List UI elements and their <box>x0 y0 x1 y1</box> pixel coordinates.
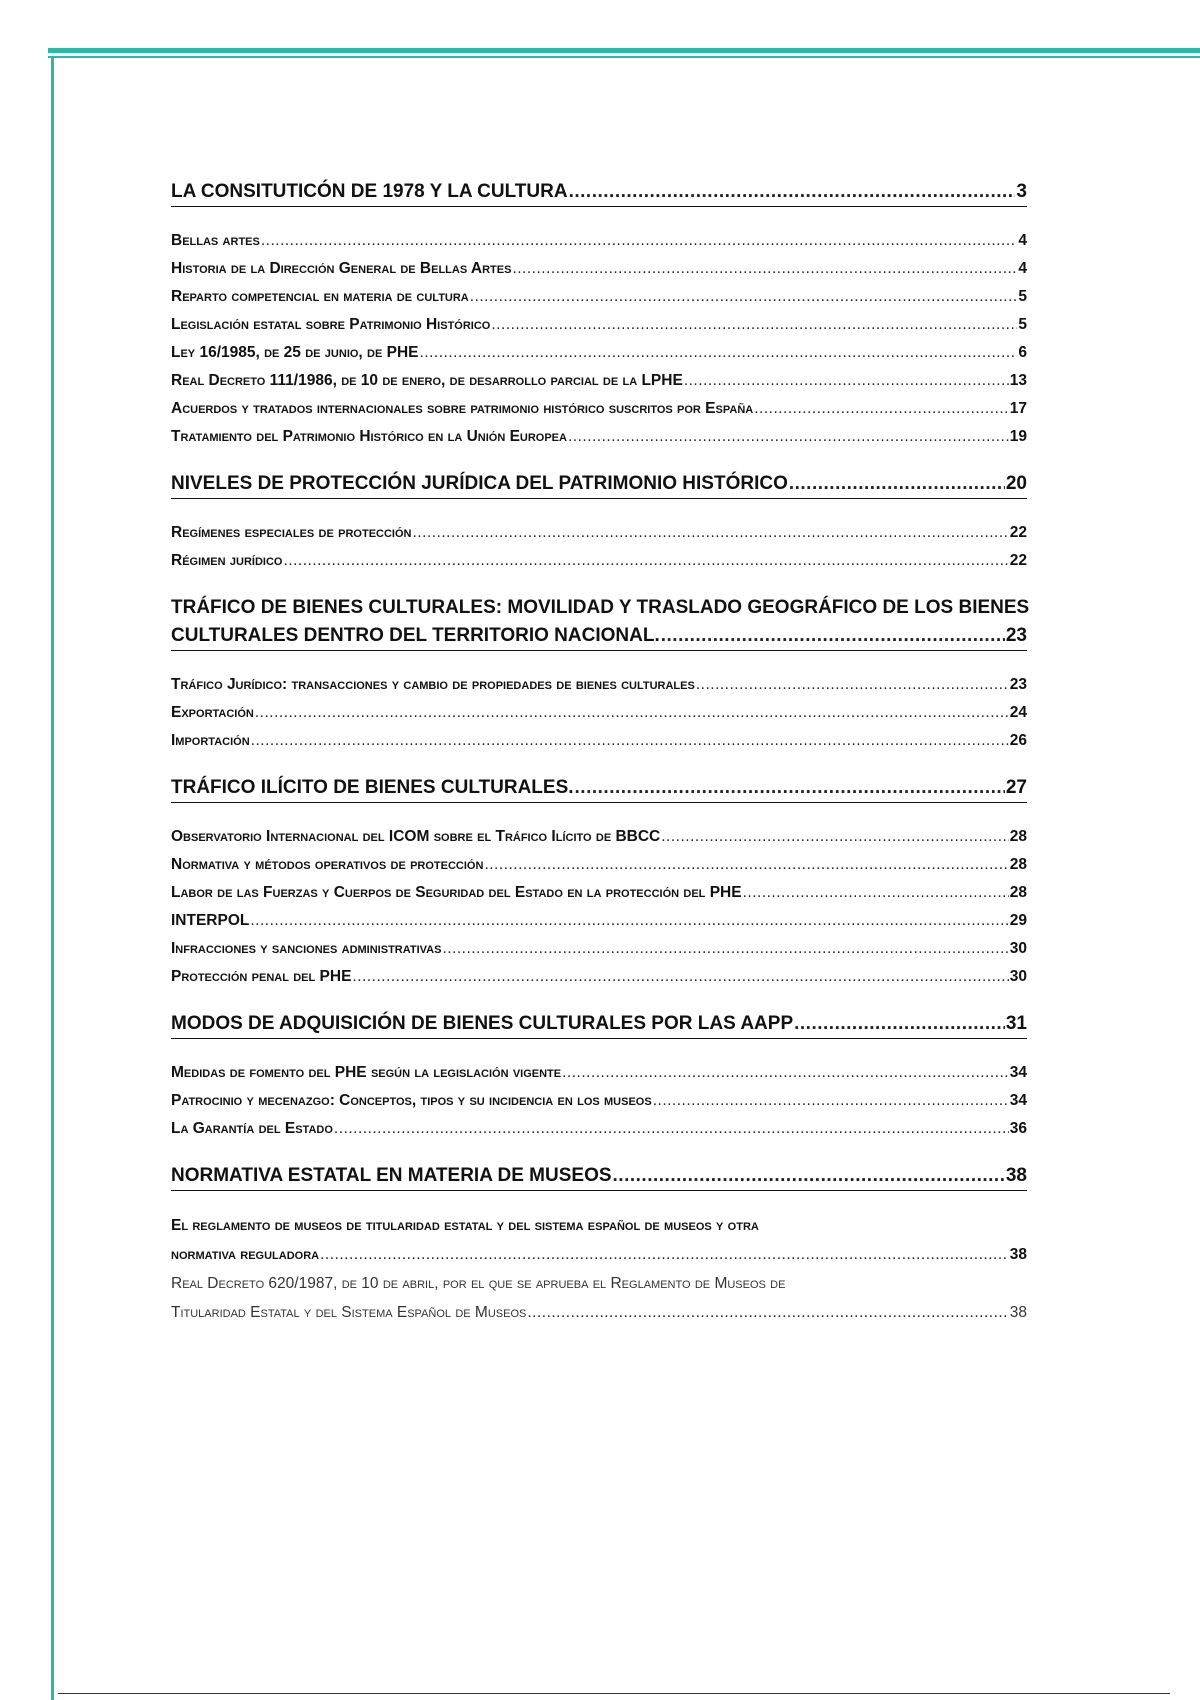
table-of-contents <box>171 178 1030 1346</box>
toc-page-number: 19 <box>1009 428 1027 445</box>
toc-page-number: 34 <box>1009 1092 1027 1109</box>
toc-item[interactable] <box>171 935 1027 963</box>
toc-heading-title: NORMATIVA ESTATAL EN MATERIA DE MUSEOS <box>171 1165 612 1186</box>
dot-leader <box>352 963 1008 991</box>
dot-leader <box>250 907 1008 935</box>
footer-rule <box>58 1693 1170 1694</box>
toc-section <box>171 774 1027 991</box>
toc-item-title: Observatorio Internacional del ICOM sobre el Tráfico Ilícito de BBCC <box>171 828 661 845</box>
dot-leader <box>653 1087 1009 1115</box>
toc-page-number: 38 <box>1005 1165 1027 1186</box>
left-accent-rule <box>51 56 54 1700</box>
header-accent-rule-thin <box>48 56 1200 58</box>
toc-item[interactable] <box>171 727 1027 755</box>
toc-page-number: 23 <box>1009 676 1027 693</box>
toc-item-title: Normativa y métodos operativos de protección <box>171 856 484 873</box>
toc-section <box>171 1162 1027 1327</box>
dot-leader <box>661 622 1005 650</box>
toc-page-number: 27 <box>1005 777 1027 798</box>
toc-page-number: 30 <box>1009 940 1027 957</box>
toc-page-number: 28 <box>1009 884 1027 901</box>
toc-item[interactable] <box>171 671 1027 699</box>
toc-heading-title: TRÁFICO ILÍCITO DE BIENES CULTURALES. <box>171 777 574 798</box>
toc-page-number: 13 <box>1009 372 1027 389</box>
dot-leader <box>470 283 1018 311</box>
toc-heading-title: CULTURALES DENTRO DEL TERRITORIO NACIONAL. <box>171 625 660 646</box>
toc-page-number: 22 <box>1009 552 1027 569</box>
toc-page-number: 22 <box>1009 524 1027 541</box>
toc-item-title: normativa reguladora <box>171 1246 320 1263</box>
toc-page-number: 28 <box>1009 856 1027 873</box>
dot-leader <box>491 311 1017 339</box>
toc-item[interactable] <box>171 1269 1027 1327</box>
toc-item[interactable] <box>171 547 1027 575</box>
toc-item[interactable] <box>171 227 1027 255</box>
toc-section <box>171 1010 1027 1143</box>
dot-leader <box>283 547 1008 575</box>
toc-item-title: INTERPOL <box>171 912 250 929</box>
toc-section <box>171 470 1027 575</box>
toc-heading-title: LA CONSITUTICÓN DE 1978 Y LA CULTURA <box>171 181 568 202</box>
toc-item[interactable] <box>171 823 1027 851</box>
toc-section <box>171 594 1030 755</box>
dot-leader <box>420 339 1018 367</box>
toc-item-title-line1: Real Decreto 620/1987, de 10 de abril, por el que se aprueba el Reglamento de Museos de <box>171 1275 786 1292</box>
toc-item[interactable] <box>171 963 1027 991</box>
dot-leader <box>562 1059 1009 1087</box>
toc-page-number: 17 <box>1009 400 1027 417</box>
toc-section <box>171 178 1027 451</box>
toc-page-number: 38 <box>1009 1246 1027 1263</box>
toc-item-title: Medidas de fomento del PHE según la legislación vigente <box>171 1064 562 1081</box>
toc-item-title: Reparto competencial en materia de cultura <box>171 288 469 305</box>
dot-leader <box>743 879 1009 907</box>
toc-page-number: 23 <box>1005 625 1027 646</box>
toc-page-number: 34 <box>1009 1064 1027 1081</box>
toc-heading[interactable] <box>171 470 1027 499</box>
dot-leader <box>789 470 1005 498</box>
dot-leader <box>484 851 1008 879</box>
toc-item-title: Exportación <box>171 704 254 721</box>
toc-item[interactable] <box>171 423 1027 451</box>
toc-item[interactable] <box>171 907 1027 935</box>
dot-leader <box>442 935 1008 963</box>
toc-page-number: 29 <box>1009 912 1027 929</box>
toc-heading-title: MODOS DE ADQUISICIÓN DE BIENES CULTURALES POR LAS AAPP <box>171 1013 794 1034</box>
dot-leader <box>754 395 1009 423</box>
toc-heading-title-line1: TRÁFICO DE BIENES CULTURALES: MOVILIDAD Y TRASLADO GEOGRÁFICO DE LOS BIENES <box>171 597 1030 618</box>
toc-item-title: Importación <box>171 732 250 749</box>
dot-leader <box>251 727 1009 755</box>
dot-leader <box>794 1010 1005 1038</box>
toc-item[interactable] <box>171 699 1027 727</box>
toc-item[interactable] <box>171 311 1027 339</box>
dot-leader <box>412 519 1008 547</box>
toc-page-number: 38 <box>1009 1304 1027 1321</box>
toc-heading[interactable] <box>171 774 1027 803</box>
toc-item[interactable] <box>171 879 1027 907</box>
toc-item[interactable] <box>171 851 1027 879</box>
toc-item[interactable] <box>171 519 1027 547</box>
toc-item[interactable] <box>171 339 1027 367</box>
toc-item-title: La Garantía del Estado <box>171 1120 333 1137</box>
toc-page-number: 3 <box>1016 181 1027 202</box>
toc-item[interactable] <box>171 255 1027 283</box>
toc-item-title: Labor de las Fuerzas y Cuerpos de Seguridad del Estado en la protección del PHE <box>171 884 742 901</box>
toc-item-title: Titularidad Estatal y del Sistema Español de Museos <box>171 1304 527 1321</box>
toc-item-title: Régimen jurídico <box>171 552 283 569</box>
dot-leader <box>512 255 1017 283</box>
toc-item-title: Historia de la Dirección General de Bellas Artes <box>171 260 512 277</box>
toc-page-number: 5 <box>1018 288 1027 305</box>
toc-item-title: Acuerdos y tratados internacionales sobre patrimonio histórico suscritos por España <box>171 400 754 417</box>
toc-page-number: 6 <box>1018 344 1027 361</box>
toc-item[interactable] <box>171 283 1027 311</box>
toc-item-title: Patrocinio y mecenazgo: Conceptos, tipos y su incidencia en los museos <box>171 1092 652 1109</box>
toc-item-title-line1: El reglamento de museos de titularidad estatal y del sistema español de museos y otra <box>171 1217 759 1234</box>
toc-page-number: 31 <box>1005 1013 1027 1034</box>
toc-item[interactable] <box>171 395 1027 423</box>
toc-page-number: 26 <box>1009 732 1027 749</box>
header-accent-rule <box>48 48 1200 53</box>
toc-heading[interactable] <box>171 594 1030 651</box>
dot-leader <box>261 227 1018 255</box>
toc-item-title: Regímenes especiales de protección <box>171 524 412 541</box>
toc-page-number: 28 <box>1009 828 1027 845</box>
toc-item-title: Tráfico Jurídico: transacciones y cambio de propiedades de bienes culturales <box>171 676 695 693</box>
toc-item-title: Infracciones y sanciones administrativas <box>171 940 442 957</box>
toc-page-number: 4 <box>1018 260 1027 277</box>
toc-heading[interactable] <box>171 178 1027 207</box>
dot-leader <box>527 1299 1008 1327</box>
dot-leader <box>334 1115 1009 1143</box>
dot-leader <box>255 699 1009 727</box>
toc-item-title: Bellas artes <box>171 232 260 249</box>
toc-item[interactable] <box>171 1115 1027 1143</box>
dot-leader <box>320 1241 1009 1269</box>
toc-item-title: Tratamiento del Patrimonio Histórico en la Unión Europea <box>171 428 567 445</box>
toc-page-number: 5 <box>1018 316 1027 333</box>
toc-heading[interactable] <box>171 1010 1027 1039</box>
dot-leader <box>568 423 1009 451</box>
toc-page-number: 20 <box>1005 473 1027 494</box>
toc-page-number: 36 <box>1009 1120 1027 1137</box>
toc-page-number: 24 <box>1009 704 1027 721</box>
toc-item-title: Protección penal del PHE <box>171 968 352 985</box>
toc-page-number: 4 <box>1018 232 1027 249</box>
dot-leader <box>569 178 1016 206</box>
toc-item-title: Real Decreto 111/1986, de 10 de enero, de desarrollo parcial de la LPHE <box>171 372 683 389</box>
toc-item[interactable] <box>171 367 1027 395</box>
toc-heading[interactable] <box>171 1162 1027 1191</box>
dot-leader <box>575 774 1005 802</box>
toc-item-title: Legislación estatal sobre Patrimonio Histórico <box>171 316 491 333</box>
dot-leader <box>613 1162 1005 1190</box>
toc-item[interactable] <box>171 1211 1027 1269</box>
toc-item[interactable] <box>171 1087 1027 1115</box>
toc-item[interactable] <box>171 1059 1027 1087</box>
dot-leader <box>696 671 1009 699</box>
toc-heading-title: NIVELES DE PROTECCIÓN JURÍDICA DEL PATRIMONIO HISTÓRICO <box>171 473 788 494</box>
dot-leader <box>661 823 1009 851</box>
toc-page-number: 30 <box>1009 968 1027 985</box>
toc-item-title: Ley 16/1985, de 25 de junio, de PHE <box>171 344 419 361</box>
dot-leader <box>684 367 1009 395</box>
